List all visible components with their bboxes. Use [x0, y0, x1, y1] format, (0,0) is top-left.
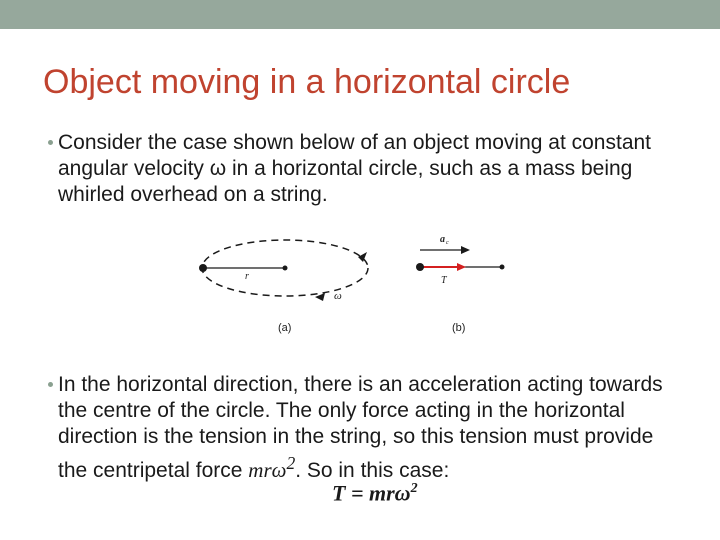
bullet-dot-icon [48, 140, 53, 145]
tension-label: T [441, 275, 447, 286]
mass-point-b [416, 263, 424, 271]
acceleration-arrowhead-icon [461, 246, 470, 254]
figure-label-a: (a) [278, 322, 292, 334]
bullet-1-text: Consider the case shown below of an object moving at constant angular velocity ω in a horizontal circle, such as a mass being whirled overhead on a string. [58, 131, 652, 206]
tension-equation-exponent: 2 [410, 481, 418, 496]
bullet-2-lead-text: In the horizontal direction, there is an acceleration acting towards the centre of the circle. The only force acting in the horizontal direction is the tension in the string, so this tension must provide the centripetal force [58, 373, 663, 482]
omega-label: ω [334, 290, 342, 302]
centripetal-force-expression [248, 453, 296, 482]
bullet-point-2 [48, 372, 688, 484]
centripetal-force-base: mrω [248, 458, 287, 482]
centripetal-force-exponent: 2 [286, 453, 296, 473]
tension-arrowhead-icon [457, 263, 466, 271]
centre-point-b [500, 265, 505, 270]
acceleration-subscript: c [446, 240, 449, 246]
radius-label: r [245, 271, 249, 282]
bullet-2-tail-text: . So in this case: [295, 459, 450, 482]
mass-point [199, 264, 207, 272]
bullet-point-1 [48, 130, 688, 208]
tension-equation [332, 476, 418, 506]
tension-equation-base: T = mrω [332, 480, 411, 506]
top-color-band [0, 0, 720, 29]
acceleration-label: a [440, 234, 445, 245]
centre-point [283, 266, 288, 271]
figure-label-b: (b) [452, 322, 466, 334]
circular-motion-figure [190, 225, 520, 340]
bullet-2-text [58, 372, 688, 484]
bullet-dot-icon [48, 382, 53, 387]
circular-motion-diagram [190, 225, 520, 340]
slide-title: Object moving in a horizontal circle [43, 63, 571, 101]
